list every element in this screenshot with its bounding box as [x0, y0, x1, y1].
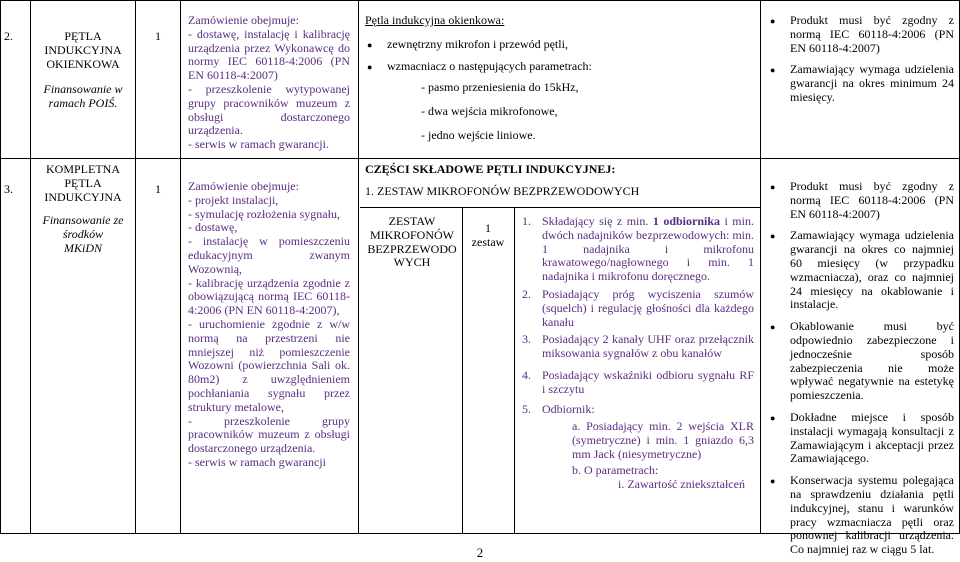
set-quantity: 1 zestaw: [471, 221, 505, 249]
item-name: PĘTLA INDUKCYJNA OKIENKOWA Finansowanie w ramach POIŚ.: [32, 30, 134, 111]
funding-source: środków: [62, 227, 104, 242]
requirements: ● Produkt musi być zgodny z normą IEC 60118-4:2006 (PN EN 60118-4:2007) ● Zamawiający wymaga udzielenia gwarancji na okres co najmniej 60 miesięcy (w przypadku wzmacniacza), oraz co najmniej 24 miesięcy na okablowanie i instalacje. ● Okablowanie musi być odpowiednio zabezpieczone i jednocześnie sposób zabezpieczenia nie może wpływać negatywnie na estetykę pomieszczenia. ● Dokładne miejsce i sposób instalacji wymagają konsultacji z Zamawiającym i akceptacji przez Zamawiającego. ● Konserwacja systemu polegająca na sprawdzeniu działania pętli indukcyjnej, stanu i warunków pracy wzmacniacza pętli oraz ponownej kalibracji urządzenia. Co najmniej raz w ciągu 5 lat.: [768, 180, 954, 562]
page-number: 2: [476, 545, 484, 560]
set-description: 1. Składający się z min. 1 odbiornika i min. dwóch nadajników bezprzewodowych: min. 1 nadajnika i mikrofonu krawatowego/nagłownego i min. 1 nadajnika i mikrofonu doręcznego. 2. Posiadający próg wyciszenia szumów (squelch) i regulację głośności dla każdego kanału 3. Posiadający 2 kanały UHF oraz przełącznik miksowania sygnałów z obu kanałów 4. Posiadający wskaźniki odbioru sygnału RF i szczytu 5. Odbiornik: a. Posiadający min. 2 wejścia XLR (symetryczne) i min. 1 gniazdo 6,3 mm Jack (niesymetryczne) b. O parametrach: i. Zawartość zniekształceń: [522, 214, 754, 491]
funding-source: Finansowanie w: [43, 82, 123, 97]
order-scope: Zamówienie obejmuje: - projekt instalacji, - symulację rozłożenia sygnału, - dostawę, - instalację w pomieszczeniu edukacyjnym zwanym Wozownią, - kalibrację urządzenia zgodnie z obowiązującą normą IEC 60118-4:2006 (PN EN 60118-4:2007), - uruchomienie zgodnie z w/w normą na przestrzeni nie mniejszej niż pomieszczenie Wozowni (powierzchnia Sali ok. 80m2) z uwzględnieniem pochłaniania sygnału przez struktury metalowe, - przeszkolenie grupy pracowników muzeum z obsługi dostarczonego urządzenia. - serwis w ramach gwarancji: [188, 179, 350, 469]
row-number: 3.: [4, 182, 13, 196]
receiver-i: i. Zawartość zniekształceń: [618, 476, 745, 491]
set-name: ZESTAW MIKROFONÓW BEZPRZEWODO WYCH: [367, 214, 457, 270]
receiver-a: a. Posiadający min. 2 wejścia XLR (symetryczne) i min. 1 gniazdo 6,3 mm Jack (niesymetryczne): [572, 419, 754, 461]
requirements: ● Produkt musi być zgodny z normą IEC 60118-4:2006 (PN EN 60118-4:2007) ● Zamawiający wymaga udzielenia gwarancji na okres minimum 24 miesięcy.: [768, 14, 954, 110]
spec-loop: Pętla indukcyjna okienkowa: ● zewnętrzny mikrofon i przewód pętli, ● wzmacniacz o następujących parametrach: - pasmo przeniesienia do 15kHz, - dwa wejścia mikrofonowe, - jedno wejście liniowe.: [365, 14, 755, 149]
parts-subheading: 1. ZESTAW MIKROFONÓW BEZPRZEWODOWYCH: [365, 183, 640, 198]
receiver-b: b. O parametrach:: [572, 462, 659, 477]
spec-heading: Pętla indukcyjna okienkowa:: [365, 13, 505, 27]
parts-heading-block: [365, 163, 755, 199]
quantity: 1: [155, 182, 161, 196]
quantity: 1: [155, 29, 161, 43]
order-scope: Zamówienie obejmuje: - dostawę, instalację i kalibrację urządzenia przez Wykonawcę do normy IEC 60118-4:2006 (PN EN 60118-4:2007) - przeszkolenie wytypowanej grupy pracowników muzeum z obsługi dostarczonego urządzenia. - serwis w ramach gwarancji.: [188, 13, 350, 152]
funding-source: MKiDN: [63, 240, 102, 255]
parts-heading: CZĘŚCI SKŁADOWE PĘTLI INDUKCYJNEJ:: [365, 162, 616, 176]
row-number: 2.: [4, 29, 13, 43]
funding-source: ramach POIŚ.: [48, 96, 118, 111]
funding-source: Finansowanie ze: [42, 213, 124, 228]
item-name: KOMPLETNA PĘTLA INDUKCYJNA Finansowanie ze środków MKiDN: [32, 163, 134, 256]
